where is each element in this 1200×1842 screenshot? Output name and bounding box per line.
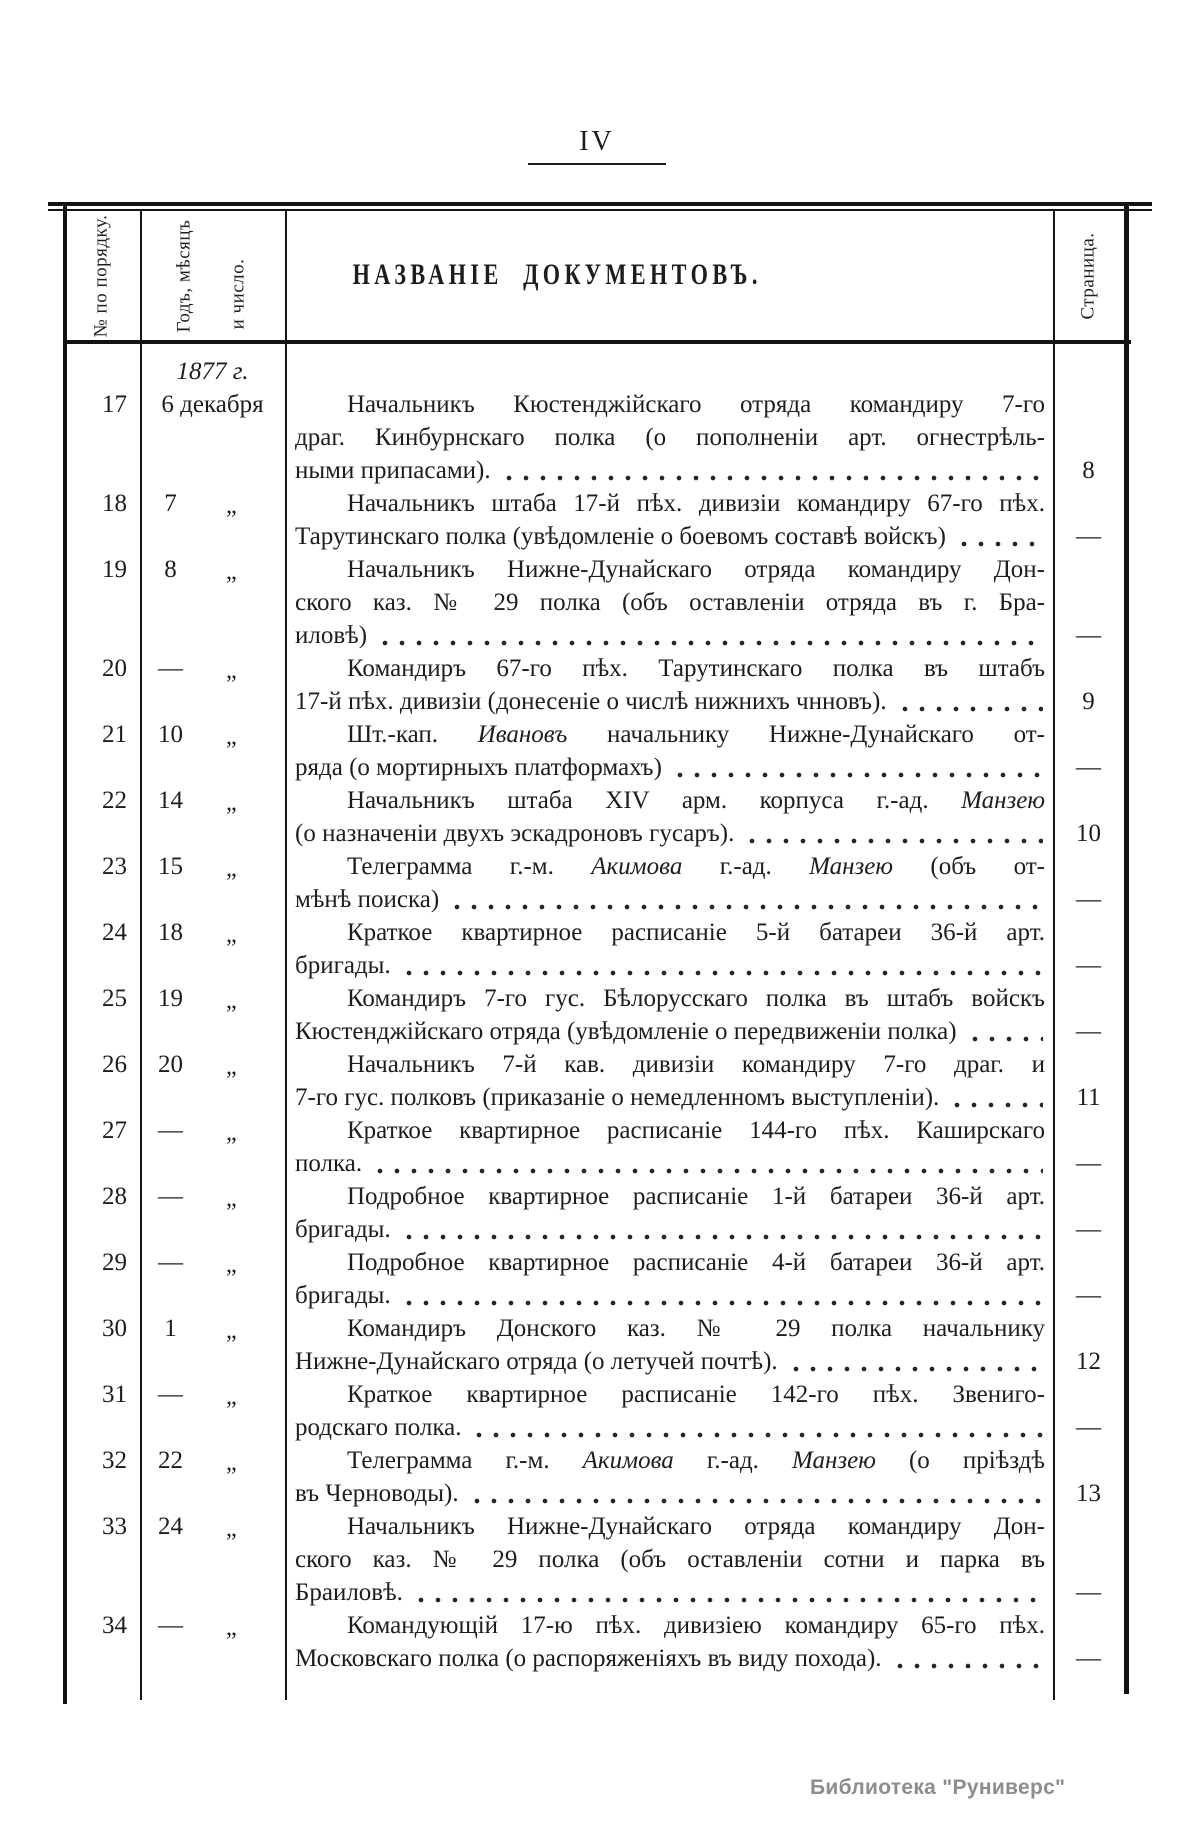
row-number-cell: [67, 1048, 140, 1114]
row-number: 25: [102, 985, 127, 1012]
entry-line: ского каз. № 29 полка (объ оставленіи сотни и парка въ: [295, 1546, 1045, 1573]
table-row: [67, 1246, 1124, 1312]
row-number: 26: [102, 1051, 127, 1078]
row-day-row: [140, 1444, 285, 1477]
entry-line: ряда (о мортирныхъ платформахъ): [295, 751, 1045, 784]
row-page: —: [1076, 1645, 1101, 1672]
row-day: —: [157, 655, 183, 682]
row-date-cell: [140, 718, 285, 784]
entry-line: Начальникъ Нижне-Дунайскаго отряда командиру Дон-: [347, 556, 1045, 583]
table-row: [67, 1378, 1124, 1444]
row-date-cell: [140, 652, 285, 718]
row-date-cell: [140, 487, 285, 553]
row-number-cell: [67, 355, 140, 487]
document-title-cell: [285, 784, 1053, 850]
dot-leaders: [401, 1213, 1043, 1246]
row-date-cell: [140, 784, 285, 850]
row-day-row: [140, 1510, 285, 1543]
row-number-cell: [67, 784, 140, 850]
ditto-mark: „: [226, 1384, 237, 1410]
row-page: —: [1076, 1414, 1101, 1441]
dot-leaders: [892, 1642, 1043, 1675]
column-header-page: [1053, 212, 1124, 340]
row-page: —: [1076, 1579, 1101, 1606]
column-header-page-label: Страница.: [1077, 232, 1099, 320]
row-page: 13: [1076, 1480, 1101, 1507]
row-page: —: [1076, 1282, 1101, 1309]
row-page-cell: [1053, 1180, 1124, 1246]
table-row: [67, 1444, 1124, 1510]
row-day: 18: [157, 919, 183, 946]
row-number: 33: [102, 1513, 127, 1540]
dot-leaders: [744, 817, 1043, 850]
row-number-cell: [67, 1246, 140, 1312]
table-right-border: [1124, 202, 1129, 1694]
row-day: 6 декабря: [161, 391, 264, 418]
row-day-row: [140, 1180, 285, 1213]
row-day-row: [140, 652, 285, 685]
row-page-cell: [1053, 652, 1124, 718]
dot-leaders: [413, 1576, 1043, 1609]
page-number: IV: [528, 126, 666, 165]
document-title-cell: [285, 355, 1053, 487]
row-day: 20: [157, 1051, 183, 1078]
row-date-cell: [140, 1378, 285, 1444]
entry-line: полка.: [295, 1147, 1045, 1180]
dot-leaders: [949, 1081, 1043, 1114]
row-page: 11: [1076, 1084, 1101, 1111]
row-page-cell: [1053, 1444, 1124, 1510]
row-page: —: [1076, 1216, 1101, 1243]
table-row: [67, 355, 1124, 487]
document-title-cell: [285, 1114, 1053, 1180]
row-number: 23: [102, 853, 127, 880]
table-row: [67, 718, 1124, 784]
ditto-mark: „: [226, 922, 237, 948]
row-page-cell: [1053, 355, 1124, 487]
entry-line: мѣнѣ поиска): [295, 883, 1045, 916]
row-page-cell: [1053, 1378, 1124, 1444]
column-header-number-label: № по порядку.: [90, 214, 112, 338]
entry-line: Начальникъ 7-й кав. дивизіи командиру 7-го драг. и: [347, 1051, 1045, 1078]
entry-line: Телеграмма г.-м. Акимова г.-ад. Манзею (о пріѣздѣ: [347, 1447, 1045, 1474]
row-number: 27: [102, 1117, 127, 1144]
entry-line: Браиловѣ.: [295, 1576, 1045, 1609]
ditto-mark: „: [226, 1516, 237, 1542]
table-row: [67, 850, 1124, 916]
entry-line: Начальникъ Кюстенджійскаго отряда командиру 7-го: [347, 391, 1045, 418]
entry-line: родскаго полка.: [295, 1411, 1045, 1444]
ditto-mark: „: [226, 988, 237, 1014]
row-date-cell: [140, 1180, 285, 1246]
dot-leaders: [788, 1345, 1043, 1378]
entry-line: Начальникъ штаба 17-й пѣх. дивизіи командиру 67-го пѣх.: [347, 490, 1045, 517]
row-day: 24: [157, 1513, 183, 1540]
row-number-cell: [67, 1444, 140, 1510]
document-title-cell: [285, 487, 1053, 553]
row-page-cell: [1053, 1114, 1124, 1180]
row-number-cell: [67, 1609, 140, 1675]
row-day-row: [140, 1378, 285, 1411]
row-page-cell: [1053, 1312, 1124, 1378]
row-day-row: [140, 916, 285, 949]
row-page: 8: [1082, 457, 1095, 484]
entry-line: Телеграмма г.-м. Акимова г.-ад. Манзею (объ от-: [347, 853, 1045, 880]
row-day-row: [140, 1246, 285, 1279]
row-page: —: [1076, 1150, 1101, 1177]
row-page: 12: [1076, 1348, 1101, 1375]
row-page: —: [1076, 622, 1101, 649]
column-header-title: НАЗВАНІЕ ДОКУМЕНТОВЪ.: [352, 258, 762, 291]
row-day: 10: [157, 721, 183, 748]
dot-leaders: [469, 1477, 1043, 1510]
row-day-row: [140, 718, 285, 751]
row-page-cell: [1053, 553, 1124, 652]
row-page-cell: [1053, 850, 1124, 916]
table-row: [67, 487, 1124, 553]
row-number-cell: [67, 982, 140, 1048]
row-date-cell: [140, 1510, 285, 1609]
row-date-cell: [140, 355, 285, 487]
entry-line: Командиръ Донского каз. № 29 полка начальнику: [347, 1315, 1045, 1342]
row-day: 14: [157, 787, 183, 814]
row-number-cell: [67, 1312, 140, 1378]
row-page: —: [1076, 886, 1101, 913]
row-day: 8: [164, 556, 177, 583]
document-title-cell: [285, 1312, 1053, 1378]
column-header-number: [63, 212, 140, 340]
ditto-mark: „: [226, 493, 237, 519]
entry-line: 7-го гус. полковъ (приказаніе о немедленномъ выступленіи).: [295, 1081, 1045, 1114]
row-date-cell: [140, 553, 285, 652]
table-top-rule-thin: [48, 209, 1152, 211]
row-day-row: [140, 784, 285, 817]
row-page: 10: [1076, 820, 1101, 847]
entry-line: Краткое квартирное расписаніе 142-го пѣх. Звениго-: [347, 1381, 1045, 1408]
row-year: 1877 г.: [176, 358, 249, 385]
entry-line: Московскаго полка (о распоряженіяхъ въ виду похода).: [295, 1642, 1045, 1675]
ditto-mark: „: [226, 559, 237, 585]
row-number-cell: [67, 850, 140, 916]
row-day: —: [157, 1249, 183, 1276]
row-day: 19: [157, 985, 183, 1012]
ditto-mark: „: [226, 1120, 237, 1146]
column-header-date-label2: и число.: [227, 258, 248, 330]
ditto-mark: „: [226, 1318, 237, 1344]
document-title-cell: [285, 850, 1053, 916]
entries: [67, 355, 1124, 1675]
row-day: —: [157, 1117, 183, 1144]
document-title-cell: [285, 718, 1053, 784]
document-title-cell: [285, 1510, 1053, 1609]
row-date-cell: [140, 1246, 285, 1312]
entry-line: Подробное квартирное расписаніе 4-й батареи 36-й арт.: [347, 1249, 1045, 1276]
table-top-rule-thick: [48, 202, 1152, 206]
row-date-cell: [140, 1114, 285, 1180]
row-day: 7: [164, 490, 177, 517]
row-number: 22: [102, 787, 127, 814]
entry-line: 17-й пѣх. дивизіи (донесеніе о числѣ нижнихъ чнновъ).: [295, 685, 1045, 718]
row-day: 15: [157, 853, 183, 880]
ditto-mark: „: [226, 856, 237, 882]
table-row: [67, 916, 1124, 982]
document-title-cell: [285, 982, 1053, 1048]
dot-leaders: [449, 883, 1043, 916]
row-number-cell: [67, 718, 140, 784]
entry-line: Краткое квартирное расписаніе 144-го пѣх. Каширскаго: [347, 1117, 1045, 1144]
table-header-bottom-rule: [63, 340, 1131, 344]
ditto-mark: „: [226, 724, 237, 750]
row-date-cell: [140, 916, 285, 982]
table-row: [67, 1114, 1124, 1180]
row-page-cell: [1053, 784, 1124, 850]
row-page: —: [1076, 754, 1101, 781]
row-number: 30: [102, 1315, 127, 1342]
row-number: 24: [102, 919, 127, 946]
ditto-mark: „: [226, 1186, 237, 1212]
row-date-cell: [140, 1444, 285, 1510]
dot-leaders: [401, 949, 1043, 982]
entry-line: бригады.: [295, 1279, 1045, 1312]
entry-line: иловѣ): [295, 619, 1045, 652]
library-watermark: Библиотека "Руниверс": [810, 1776, 1066, 1799]
document-title-cell: [285, 1378, 1053, 1444]
dot-leaders: [501, 454, 1043, 487]
row-number: 28: [102, 1183, 127, 1210]
row-page-cell: [1053, 1609, 1124, 1675]
dot-leaders: [897, 685, 1043, 718]
table-row: [67, 784, 1124, 850]
row-day: 1: [164, 1315, 177, 1342]
entry-line: Шт.-кап. Ивановъ начальнику Нижне-Дунайскаго от-: [347, 721, 1045, 748]
row-page: —: [1076, 952, 1101, 979]
entry-line: Начальникъ штаба XIV арм. корпуса г.-ад. Манзею: [347, 787, 1045, 814]
table-row: [67, 982, 1124, 1048]
row-date-cell: [140, 1609, 285, 1675]
row-number: 19: [102, 556, 127, 583]
row-day-row: [140, 553, 285, 586]
row-number-cell: [67, 553, 140, 652]
row-number-cell: [67, 1180, 140, 1246]
dot-leaders: [372, 1147, 1043, 1180]
entry-line: Тарутинскаго полка (увѣдомленіе о боевомъ составѣ войскъ): [295, 520, 1045, 553]
row-page-cell: [1053, 1510, 1124, 1609]
row-number: 21: [102, 721, 127, 748]
table-row: [67, 553, 1124, 652]
row-number: 17: [102, 391, 127, 418]
row-number: 18: [102, 490, 127, 517]
entry-line: бригады.: [295, 949, 1045, 982]
table-row: [67, 1510, 1124, 1609]
row-day-row: [140, 1114, 285, 1147]
row-day: —: [157, 1183, 183, 1210]
dot-leaders: [672, 751, 1043, 784]
row-day-row: [140, 982, 285, 1015]
dot-leaders: [967, 1015, 1043, 1048]
row-page-cell: [1053, 1048, 1124, 1114]
ditto-mark: „: [226, 1450, 237, 1476]
document-title-cell: [285, 1246, 1053, 1312]
dot-leaders: [377, 619, 1043, 652]
entry-line: Краткое квартирное расписаніе 5-й батареи 36-й арт.: [347, 919, 1045, 946]
entry-line: въ Черноводы).: [295, 1477, 1045, 1510]
entry-line: ского каз. № 29 полка (объ оставленіи отряда въ г. Бра-: [295, 589, 1045, 616]
entry-line: Начальникъ Нижне-Дунайскаго отряда командиру Дон-: [347, 1513, 1045, 1540]
table-row: [67, 1048, 1124, 1114]
row-number-cell: [67, 1510, 140, 1609]
document-title-cell: [285, 652, 1053, 718]
entry-line: бригады.: [295, 1213, 1045, 1246]
table-row: [67, 1312, 1124, 1378]
row-page-cell: [1053, 916, 1124, 982]
ditto-mark: „: [226, 790, 237, 816]
ditto-mark: „: [226, 1615, 237, 1641]
column-header-date-label1: Годъ, мѣсяцъ: [173, 219, 195, 333]
entry-line: Подробное квартирное расписаніе 1-й батареи 36-й арт.: [347, 1183, 1045, 1210]
row-date-cell: [140, 1312, 285, 1378]
entry-line: (о назначеніи двухъ эскадроновъ гусаръ).: [295, 817, 1045, 850]
row-date-cell: [140, 1048, 285, 1114]
row-page: —: [1076, 523, 1101, 550]
row-page: 9: [1082, 688, 1095, 715]
entry-line: Командиръ 7-го гус. Бѣлорусскаго полка въ штабъ войскъ: [347, 985, 1045, 1012]
row-date-cell: [140, 982, 285, 1048]
row-page-cell: [1053, 1246, 1124, 1312]
ditto-mark: „: [226, 658, 237, 684]
row-day-row: [140, 1312, 285, 1345]
row-number-cell: [67, 487, 140, 553]
table-row: [67, 1180, 1124, 1246]
row-number: 34: [102, 1612, 127, 1639]
entry-line: Кюстенджійскаго отряда (увѣдомленіе о передвиженіи полка): [295, 1015, 1045, 1048]
row-day: —: [157, 1381, 183, 1408]
entry-line: Нижне-Дунайскаго отряда (о летучей почтѣ).: [295, 1345, 1045, 1378]
row-number-cell: [67, 916, 140, 982]
document-title-cell: [285, 1180, 1053, 1246]
row-number-cell: [67, 652, 140, 718]
row-number: 29: [102, 1249, 127, 1276]
table-row: [67, 652, 1124, 718]
row-number-cell: [67, 1114, 140, 1180]
row-number: 20: [102, 655, 127, 682]
row-number-cell: [67, 1378, 140, 1444]
document-title-cell: [285, 1444, 1053, 1510]
row-day-row: [140, 1048, 285, 1081]
row-day-row: [140, 850, 285, 883]
dot-leaders: [956, 520, 1043, 553]
row-page-cell: [1053, 487, 1124, 553]
entry-line: ными припасами).: [295, 454, 1045, 487]
row-page-cell: [1053, 982, 1124, 1048]
entry-line: Командующій 17-ю пѣх. дивизіею командиру 65-го пѣх.: [347, 1612, 1045, 1639]
ditto-mark: „: [226, 1054, 237, 1080]
row-page: —: [1076, 1018, 1101, 1045]
row-day-row: [140, 388, 285, 421]
row-day-row: [140, 487, 285, 520]
ditto-mark: „: [226, 1252, 237, 1278]
row-number: 31: [102, 1381, 127, 1408]
entry-line: Командиръ 67-го пѣх. Тарутинскаго полка въ штабъ: [347, 655, 1045, 682]
row-day-row: [140, 1609, 285, 1642]
column-header-date-line2: [205, 248, 271, 340]
row-day: —: [157, 1612, 183, 1639]
document-title-cell: [285, 1048, 1053, 1114]
table-row: [67, 1609, 1124, 1675]
document-title-cell: [285, 916, 1053, 982]
row-number: 32: [102, 1447, 127, 1474]
row-page-cell: [1053, 718, 1124, 784]
document-title-cell: [285, 553, 1053, 652]
document-title-cell: [285, 1609, 1053, 1675]
row-day: 22: [157, 1447, 183, 1474]
row-date-cell: [140, 850, 285, 916]
entry-line: драг. Кинбурнскаго полка (о пополненіи арт. огнестрѣль-: [295, 424, 1045, 451]
dot-leaders: [471, 1411, 1043, 1444]
dot-leaders: [401, 1279, 1043, 1312]
